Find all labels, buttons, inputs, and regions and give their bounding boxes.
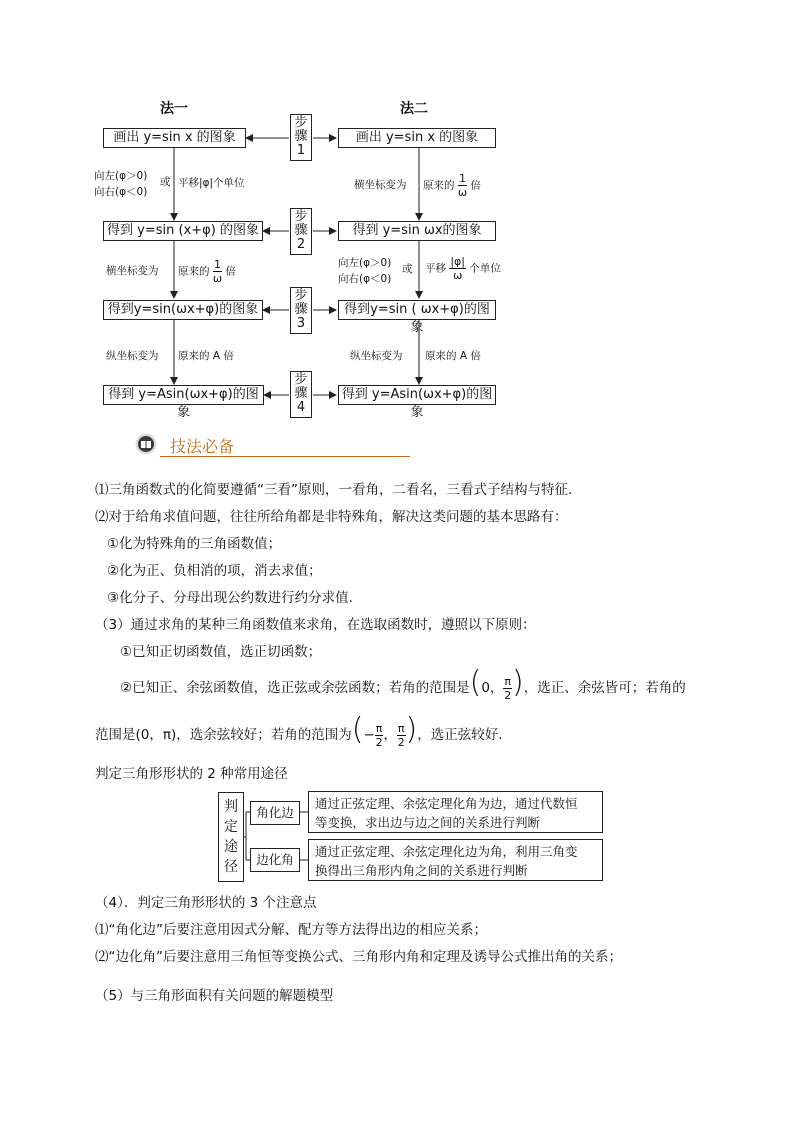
right-box-2: 得到 y=sin ωx的图象: [338, 221, 496, 241]
right-box-1: 画出 y=sin x 的图象: [338, 128, 496, 148]
left-box-1: 画出 y=sin x 的图象: [103, 128, 246, 148]
para-2-item-1: ①化为特殊角的三角函数值；: [107, 536, 282, 552]
path-label-box: 判 定 途 径: [218, 792, 244, 882]
para-3-item-3: 范围是(0，π)，选余弦较好；若角的范围为(− $\frac{\pi}{2}$ ， $\frac{\pi}{2}$ )，选正弦较好.: [95, 712, 503, 749]
section-underline: [160, 456, 410, 457]
fraction-1-over-omega: $\frac{1}{\omega}$: [457, 172, 468, 199]
right-ann2-line1: 向左(φ＞0): [338, 257, 392, 269]
right-ann3-left: 纵坐标变为: [350, 350, 403, 362]
para-3-item-2: ②已知正、余弦函数值，选正弦或余弦函数；若角的范围是(0， $\frac{\pi}{2}$ )，选正、余弦皆可；若角的: [120, 665, 686, 702]
right-ann2-shift: 平移 $\frac{|\varphi|}{\omega}$ 个单位: [425, 255, 501, 282]
step-4: 步 骤 4: [290, 371, 312, 418]
path1-name: 角化边: [250, 801, 300, 825]
step-1: 步 骤 1: [290, 114, 312, 161]
left-box-2: 得到 y=sin (x+φ) 的图象: [103, 221, 263, 241]
para-5: （4）．判定三角形形状的 3 个注意点: [95, 895, 317, 911]
right-box-4: 得到 y=Asin(ωx+φ)的图象: [338, 385, 496, 405]
para-3-item-1: ①已知正切函数值，选正切函数；: [120, 644, 322, 660]
left-ann1-or: 或: [160, 176, 171, 188]
method2-title: 法二: [400, 101, 428, 117]
fraction-pi-over-2: $\frac{\pi}{2}$: [397, 721, 405, 749]
right-ann2-line2: 向右(φ＜0): [338, 273, 392, 285]
para-4: 判定三角形形状的 2 种常用途径: [95, 766, 288, 782]
fraction-1-over-omega: $\frac{1}{\omega}$: [212, 258, 223, 285]
path1-desc: 通过正弦定理、余弦定理化角为边，通过代数恒 等变换，求出边与边之间的关系进行判断: [308, 791, 603, 833]
step-3: 步 骤 3: [290, 287, 312, 334]
path2-desc: 通过正弦定理、余弦定理化边为角，利用三角变 换得出三角形内角之间的关系进行判断: [308, 839, 603, 881]
fraction-phi-over-omega: $\frac{|\varphi|}{\omega}$: [450, 255, 466, 282]
left-ann1-line1: 向左(φ＞0): [94, 170, 148, 182]
para-2: ⑵对于给角求值问题，往往所给角都是非特殊角，解决这类问题的基本思路有：: [95, 509, 568, 525]
para-5-item-1: ⑴“角化边”后要注意用因式分解、配方等方法得出边的相应关系；: [95, 922, 487, 938]
left-ann1-line2: 向右(φ＜0): [94, 186, 148, 198]
right-ann3-right: 原来的 A 倍: [425, 350, 481, 362]
fraction-pi-over-2: $\frac{\pi}{2}$: [375, 721, 383, 749]
right-box-3: 得到y=sin ( ωx+φ)的图象: [338, 300, 496, 320]
left-box-4: 得到 y=Asin(ωx+φ)的图象: [103, 385, 264, 405]
path2-name: 边化角: [250, 848, 300, 872]
para-2-item-2: ②化为正、负相消的项，消去求值；: [107, 563, 322, 579]
fraction-pi-over-2: $\frac{\pi}{2}$: [504, 674, 512, 702]
left-ann2-left: 横坐标变为: [106, 265, 159, 277]
left-ann3-left: 纵坐标变为: [106, 350, 159, 362]
para-2-item-3: ③化分子、分母出现公约数进行约分求值.: [107, 590, 353, 606]
step-2: 步 骤 2: [290, 208, 312, 255]
left-ann3-right: 原来的 A 倍: [178, 350, 234, 362]
method1-title: 法一: [160, 101, 188, 117]
para-3: （3）通过求角的某种三角函数值来求角，在选取函数时，遵照以下原则：: [95, 617, 536, 633]
right-ann1-right: 原来的 $\frac{1}{\omega}$ 倍: [423, 172, 481, 199]
section-title: 技法必备: [170, 437, 235, 456]
left-box-3: 得到y=sin(ωx+φ)的图象: [103, 300, 263, 320]
right-ann2-or: 或: [402, 263, 413, 275]
para-5-item-2: ⑵“边化角”后要注意用三角恒等变换公式、三角形内角和定理及诱导公式推出角的关系；: [95, 949, 622, 965]
left-ann2-right: 原来的 $\frac{1}{\omega}$ 倍: [178, 258, 236, 285]
left-ann1-shift: 平移|φ|个单位: [178, 177, 245, 189]
book-icon: [135, 433, 157, 455]
para-1: ⑴三角函数式的化简要遵循“三看”原则，一看角，二看名，三看式子结构与特征.: [95, 482, 573, 498]
right-ann1-left: 横坐标变为: [354, 179, 407, 191]
para-6: （5）与三角形面积有关问题的解题模型: [95, 988, 334, 1004]
